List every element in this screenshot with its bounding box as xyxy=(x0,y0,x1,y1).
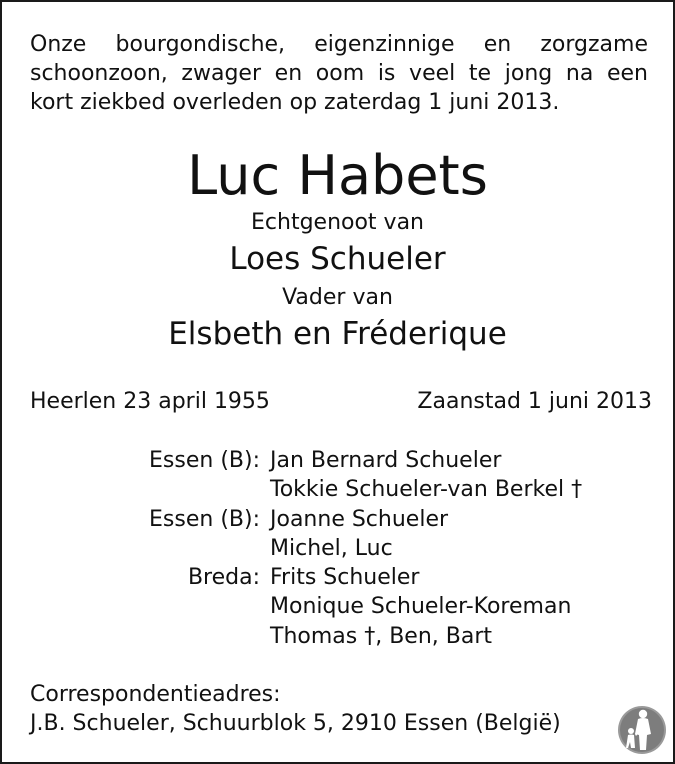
intro-line: schoonzoon, zwager en oom is veel te jong na een xyxy=(30,61,648,86)
family-row xyxy=(2,534,673,563)
family-person: Monique Schueler-Koreman xyxy=(270,594,572,620)
spouse-name: Loes Schueler xyxy=(229,241,446,277)
family-row xyxy=(2,505,673,534)
address-value: J.B. Schueler, Schuurblok 5, 2910 Essen (België) xyxy=(30,711,561,736)
family-person: Jan Bernard Schueler xyxy=(270,448,502,473)
family-row xyxy=(2,446,673,475)
family-row xyxy=(2,563,673,592)
family-row xyxy=(2,475,673,504)
family-person: Thomas †, Ben, Bart xyxy=(270,623,492,649)
children-label: Vader van xyxy=(282,285,393,310)
birth-date: Heerlen 23 april 1955 xyxy=(30,389,270,414)
intro-line: kort ziekbed overleden op zaterdag 1 juni 2013. xyxy=(30,90,560,115)
family-person: Frits Schueler xyxy=(270,565,420,591)
family-person: Joanne Schueler xyxy=(270,506,449,532)
family-person: Michel, Luc xyxy=(270,535,393,561)
address-label: Correspondentieadres: xyxy=(30,682,281,707)
intro-line: Onze bourgondische, eigenzinnige en zorgzame xyxy=(30,32,648,57)
family-list xyxy=(2,446,673,651)
family-row xyxy=(2,592,673,621)
memorial-logo-icon xyxy=(616,704,668,756)
family-person: Tokkie Schueler-van Berkel † xyxy=(270,477,583,503)
family-row xyxy=(2,622,673,651)
intro-text xyxy=(30,30,648,117)
deceased-name: Luc Habets xyxy=(187,144,488,207)
spouse-label: Echtgenoot van xyxy=(251,210,424,235)
family-place: Essen (B): xyxy=(149,506,260,532)
family-place: Breda: xyxy=(187,565,260,591)
family-place: Essen (B): xyxy=(149,448,260,473)
death-date: Zaanstad 1 juni 2013 xyxy=(417,389,652,414)
children-names: Elsbeth en Fréderique xyxy=(168,316,507,352)
correspondence-address xyxy=(30,680,561,738)
